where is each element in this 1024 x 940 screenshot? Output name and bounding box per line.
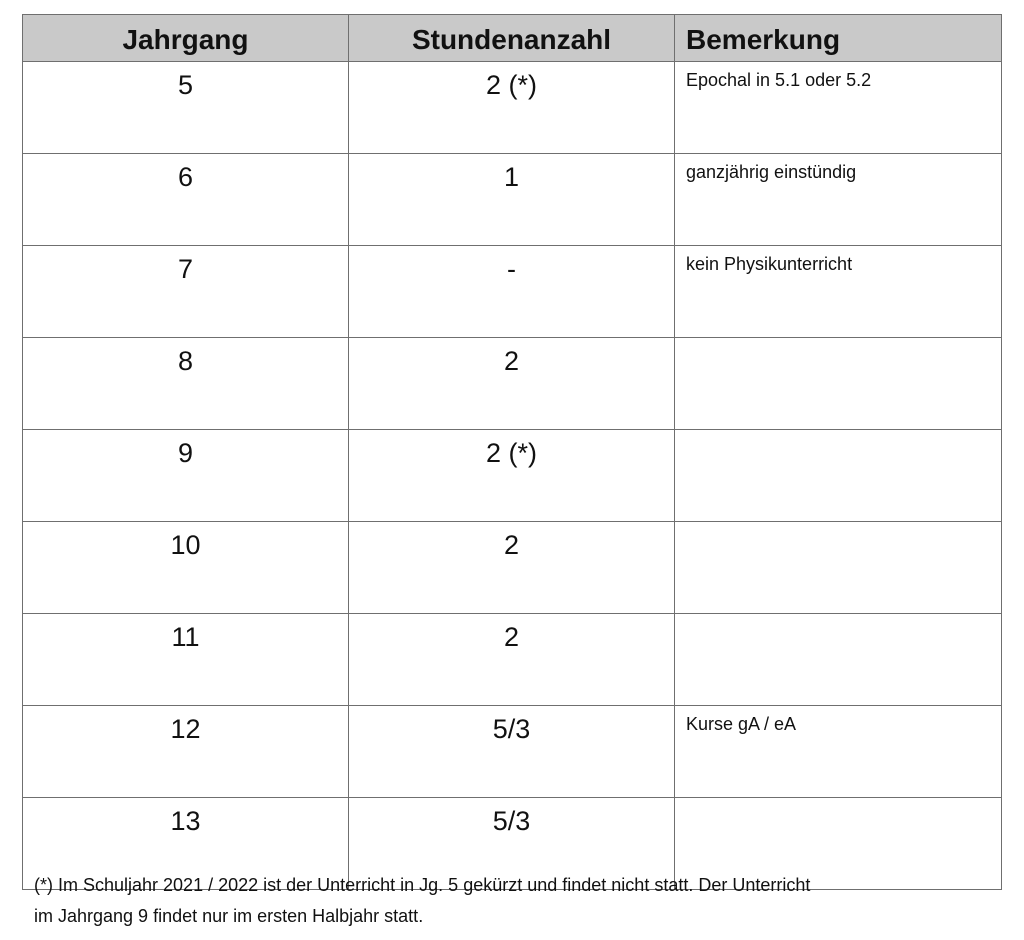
cell-stunden: 2 [349, 338, 675, 430]
cell-bemerkung [675, 614, 1002, 706]
cell-jahrgang: 12 [23, 706, 349, 798]
table-row [23, 338, 1002, 430]
table-row [23, 154, 1002, 246]
cell-stunden: 1 [349, 154, 675, 246]
cell-stunden: 2 [349, 614, 675, 706]
cell-jahrgang: 8 [23, 338, 349, 430]
header-stundenanzahl: Stundenanzahl [349, 15, 675, 62]
table-row [23, 522, 1002, 614]
cell-bemerkung: ganzjährig einstündig [675, 154, 1002, 246]
cell-jahrgang: 9 [23, 430, 349, 522]
table-row [23, 614, 1002, 706]
cell-stunden: 2 [349, 522, 675, 614]
footnote [34, 870, 994, 932]
footnote-line-2: im Jahrgang 9 findet nur im ersten Halbjahr statt. [34, 906, 424, 926]
cell-bemerkung: Epochal in 5.1 oder 5.2 [675, 62, 1002, 154]
cell-jahrgang: 10 [23, 522, 349, 614]
cell-stunden: 2 (*) [349, 62, 675, 154]
cell-jahrgang: 11 [23, 614, 349, 706]
cell-jahrgang: 13 [23, 798, 349, 890]
cell-jahrgang: 6 [23, 154, 349, 246]
cell-bemerkung [675, 430, 1002, 522]
footnote-line-1: (*) Im Schuljahr 2021 / 2022 ist der Unterricht in Jg. 5 gekürzt und findet nicht statt. Der Unterricht [34, 875, 811, 895]
cell-jahrgang: 5 [23, 62, 349, 154]
table-row [23, 246, 1002, 338]
table-row [23, 62, 1002, 154]
cell-bemerkung [675, 522, 1002, 614]
header-jahrgang: Jahrgang [23, 15, 349, 62]
table-row [23, 706, 1002, 798]
cell-stunden: 5/3 [349, 798, 675, 890]
header-bemerkung: Bemerkung [675, 15, 1002, 62]
cell-stunden: - [349, 246, 675, 338]
cell-bemerkung: Kurse gA / eA [675, 706, 1002, 798]
hours-table [22, 14, 1002, 890]
cell-bemerkung: kein Physikunterricht [675, 246, 1002, 338]
cell-bemerkung [675, 338, 1002, 430]
cell-stunden: 5/3 [349, 706, 675, 798]
table-header-row [23, 15, 1002, 62]
cell-jahrgang: 7 [23, 246, 349, 338]
cell-stunden: 2 (*) [349, 430, 675, 522]
table-row [23, 430, 1002, 522]
